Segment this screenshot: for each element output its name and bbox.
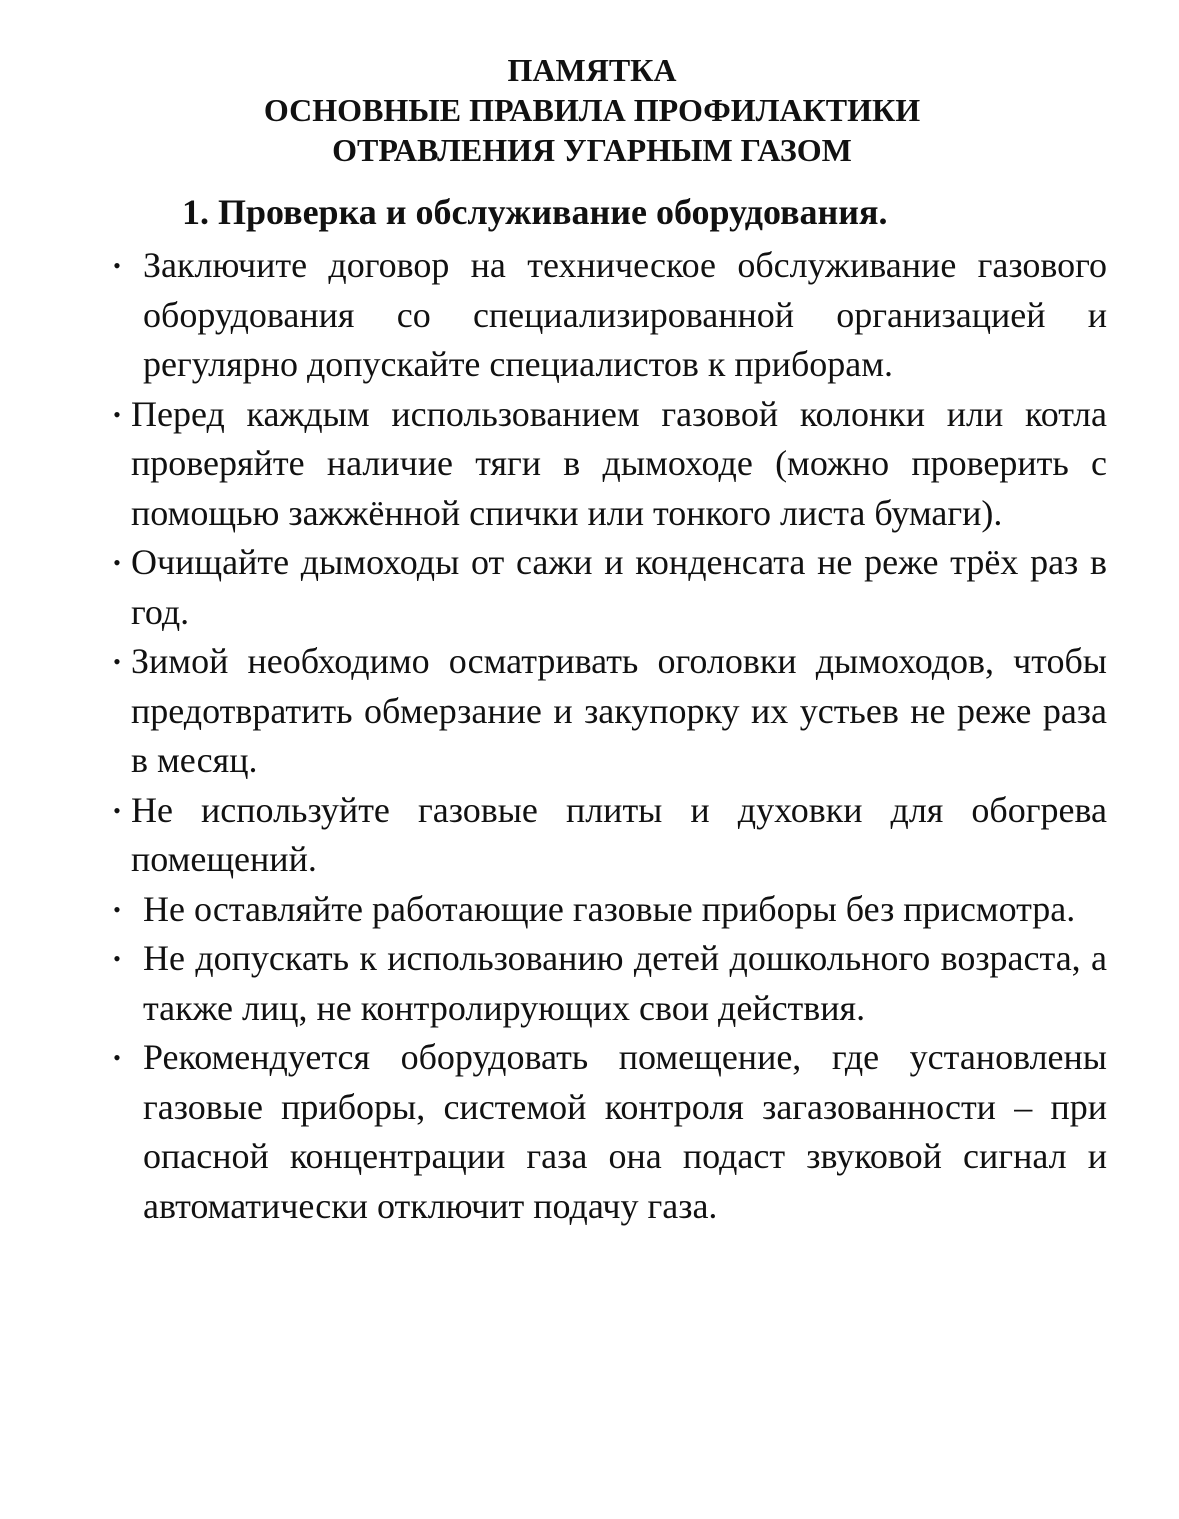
rule-item-1 — [107, 241, 1107, 390]
title-line-2: ОСНОВНЫЕ ПРАВИЛА ПРОФИЛАКТИКИ — [263, 92, 921, 128]
rule-item-6 — [107, 885, 1107, 935]
title-line-3: ОТРАВЛЕНИЯ УГАРНЫМ ГАЗОМ — [332, 132, 852, 168]
section-heading: 1. Проверка и обслуживание оборудования. — [182, 192, 888, 232]
rule-text: Не оставляйте работающие газовые приборы без присмотра. — [143, 888, 1076, 929]
bullet-icon: • — [113, 896, 121, 922]
rules-list — [107, 241, 1107, 1231]
rule-item-7 — [107, 934, 1107, 1033]
bullet-icon: • — [113, 253, 121, 278]
bullet-icon: • — [113, 649, 121, 674]
rule-item-8 — [107, 1033, 1107, 1231]
bullet-icon: • — [113, 1045, 121, 1070]
bullet-icon: • — [113, 550, 121, 575]
rule-item-2 — [107, 390, 1107, 539]
rule-text: Очищайте дымоходы от сажи и конденсата не реже трёх раз в год. — [131, 542, 1107, 632]
bullet-icon: • — [113, 401, 121, 427]
rule-text: Перед каждым использованием газовой колонки или котла проверяйте наличие тяги в дымоходе (можно проверить с помощью зажжённой спички или тонкого листа бумаги). — [131, 393, 1107, 533]
rule-text: Рекомендуется оборудовать помещение, где установлены газовые приборы, системой контроля загазованности – при опасной концентрации газа она подаст звуковой сигнал и автоматически отключит подачу газа. — [143, 1037, 1107, 1226]
rule-item-5 — [107, 786, 1107, 885]
rule-text: Заключите договор на техническое обслуживание газового оборудования со специализированной организацией и регулярно допускайте специалистов к приборам. — [143, 245, 1107, 384]
rule-text: Зимой необходимо осматривать оголовки дымоходов, чтобы предотвратить обмерзание и закупорку их устьев не реже раза в месяц. — [131, 641, 1107, 780]
bullet-icon: • — [113, 946, 121, 971]
rule-text: Не используйте газовые плиты и духовки для обогрева помещений. — [131, 789, 1107, 879]
memo-title — [77, 50, 1107, 170]
bullet-icon: • — [113, 797, 121, 823]
rule-item-4 — [107, 637, 1107, 786]
title-line-1: ПАМЯТКА — [507, 52, 677, 88]
rule-text: Не допускать к использованию детей дошкольного возраста, а также лиц, не контролирующих свои действия. — [143, 938, 1107, 1028]
rule-item-3 — [107, 538, 1107, 637]
